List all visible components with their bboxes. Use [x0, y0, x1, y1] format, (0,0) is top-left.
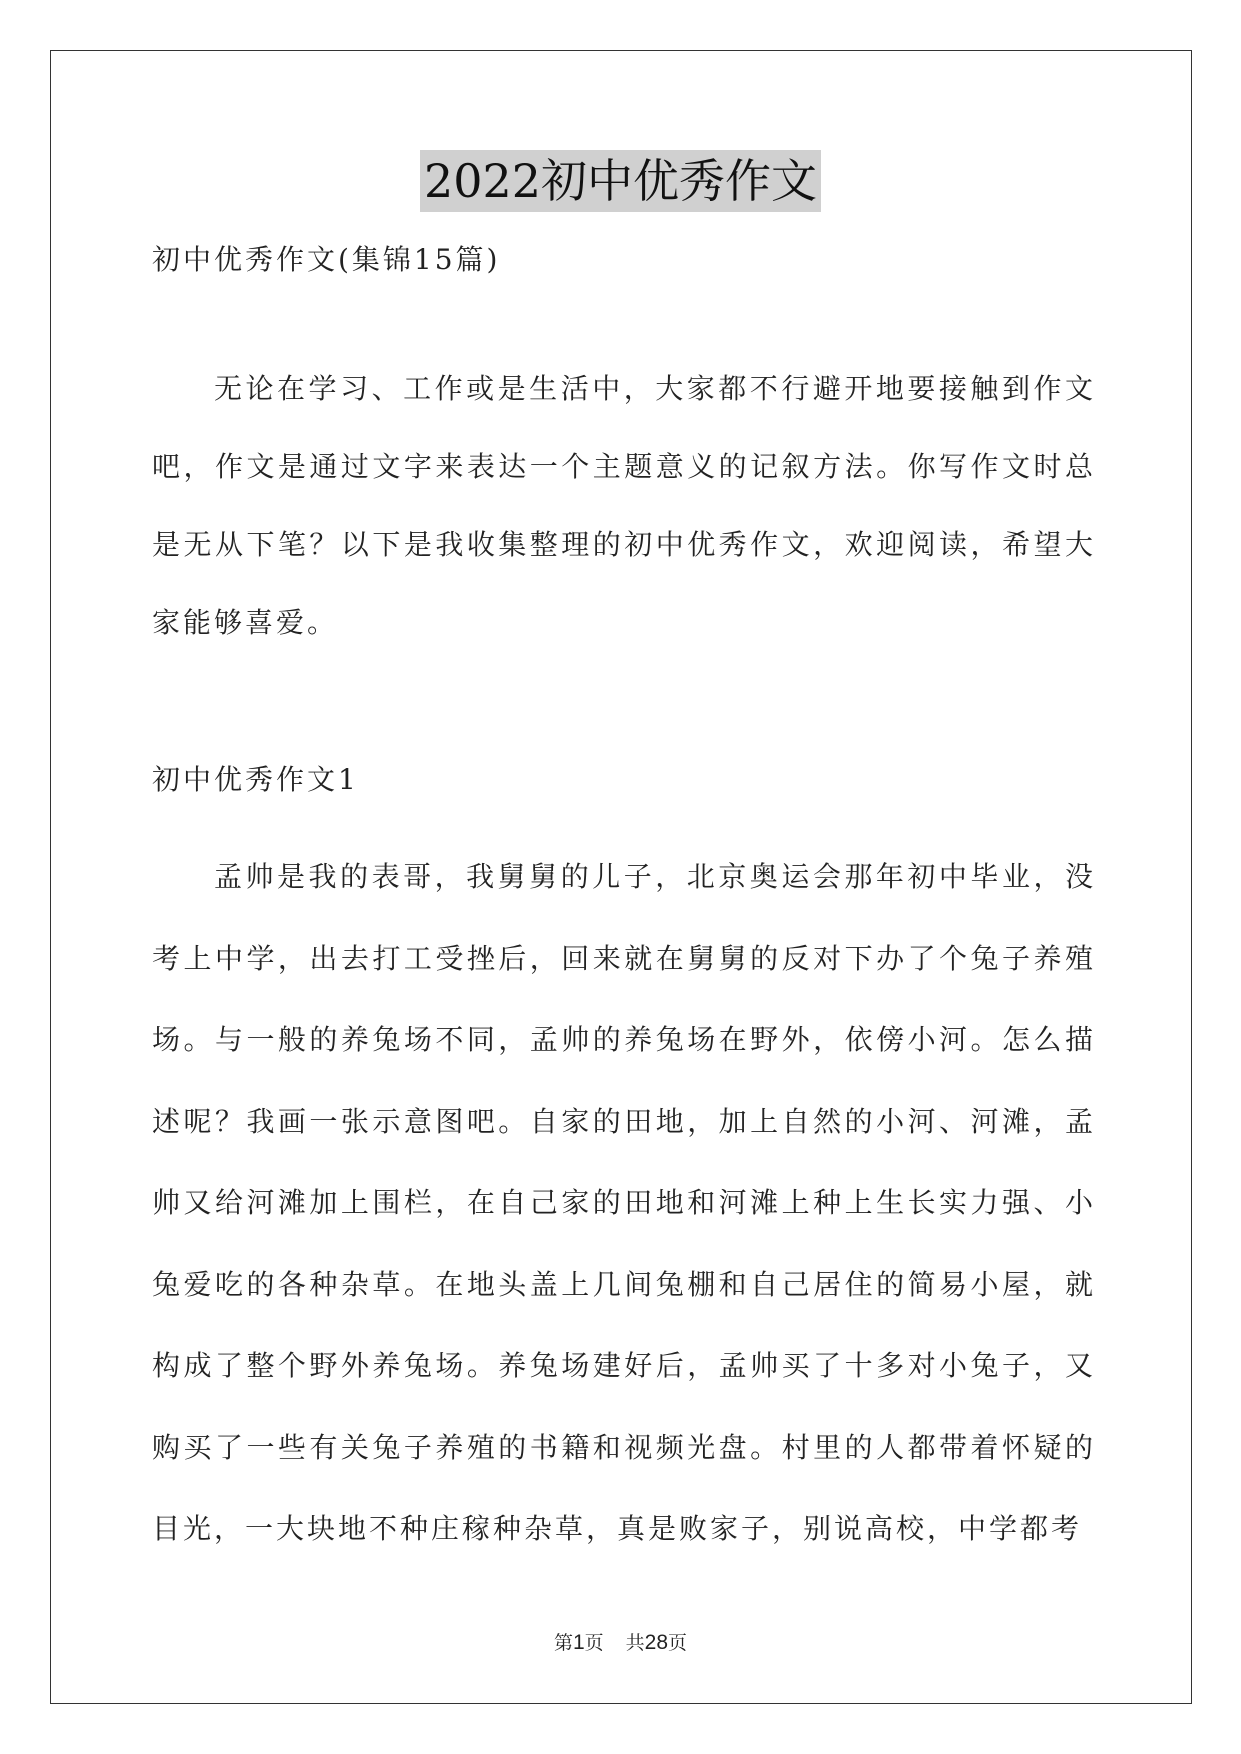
section-body-paragraph: 孟帅是我的表哥，我舅舅的儿子，北京奥运会那年初中毕业，没考上中学，出去打工受挫后，回来就在舅舅的反对下办了个兔子养殖场。与一般的养兔场不同，孟帅的养兔场在野外，依傍小河。怎么描述呢？我画一张示意图吧。自家的田地，加上自然的小河、河滩，孟帅又给河滩加上围栏，在自己家的田地和河滩上种上生长实力强、小兔爱吃的各种杂草。在地头盖上几间兔棚和自己居住的简易小屋，就构成了整个野外养兔场。养兔场建好后，孟帅买了十多对小兔子，又购买了一些有关兔子养殖的书籍和视频光盘。村里的人都带着怀疑的目光，一大块地不种庄稼种杂草，真是败家子，别说高校，中学都考: [152, 860, 1096, 1545]
total-prefix: 共: [625, 1632, 645, 1654]
page-footer: [0, 1628, 1241, 1655]
document-title: 2022初中优秀作文: [420, 150, 821, 212]
page-suffix: 页: [584, 1632, 604, 1654]
total-pages: 28: [644, 1631, 669, 1654]
intro-paragraph: 无论在学习、工作或是生活中，大家都不行避开地要接触到作文吧，作文是通过文字来表达一个主题意义的记叙方法。你写作文时总是无从下笔？以下是我收集整理的初中优秀作文，欢迎阅读，希望大家能够喜爱。: [152, 372, 1096, 639]
title-container: [0, 150, 1241, 212]
page-prefix: 第: [553, 1632, 573, 1654]
document-subtitle: 初中优秀作文(集锦15篇): [152, 243, 501, 276]
section-heading: 初中优秀作文1: [152, 763, 359, 796]
total-suffix: 页: [668, 1632, 688, 1654]
page-number: 1: [572, 1631, 585, 1654]
